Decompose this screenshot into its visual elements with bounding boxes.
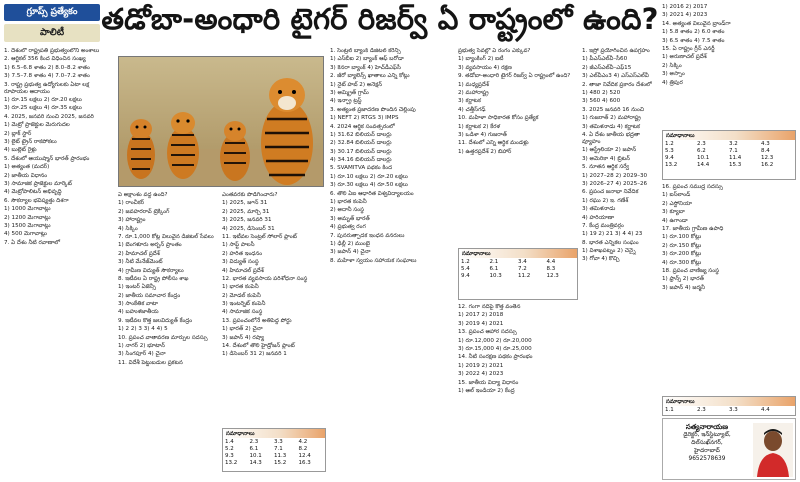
text-line: 3) అమ్మ్రిత్ గ్రామ్	[330, 89, 369, 96]
text-line: 1) 2019 2) 2021	[458, 362, 504, 369]
column-4	[330, 48, 454, 480]
text-line: 2) 2025, మార్చి 31	[222, 208, 270, 215]
text-line: 2) అదానీ సంస్థ	[330, 207, 365, 214]
text-line: 2) మహారాష్ట్ర	[458, 89, 489, 96]
text-line: 3) 7.5–7.8 శాతం 4) 7.0–7.2 శాతం	[4, 73, 90, 80]
answer-cell: 1.1	[665, 407, 674, 413]
text-line: 1) నైట్ హబ్ 2) అనెక్షన్	[330, 81, 383, 88]
text-line: 3) అమృత్ భారత్	[330, 215, 370, 222]
text-line: 1) ఇంటర్ ఏజెన్సీ	[118, 284, 156, 291]
answer-cell: 7.2	[518, 266, 527, 272]
text-line: 14. నీటి సంరక్షణ పథకం ప్రారంభం	[458, 354, 533, 361]
text-line: 6. తొలి ఏఐ ఆధారిత విశ్వవిద్యాలయం	[330, 190, 414, 197]
column-3	[222, 192, 326, 424]
text-line: 7. రూ.1,000 కోట్ల విలువైన డిజిటల్ సేవలు	[118, 233, 214, 240]
text-line: 1) ఆల్ ఇండియా 2) కేంద్ర	[458, 387, 515, 394]
text-line: ఎంతవరకు పొడిగించారు?	[222, 192, 278, 198]
answer-cell: 8.2	[298, 446, 308, 452]
answer-cell: 2.3	[697, 407, 706, 413]
text-line: 4) ఉగాండా	[662, 217, 688, 224]
author-info	[667, 423, 747, 463]
text-line: 1) కర్ణాటక 2) కేరళ	[458, 123, 501, 130]
text-line: 5. నూతన ఆర్థిక సర్వే	[582, 164, 630, 171]
text-line: 3) నీటి మేనేజ్‌మెంట్	[118, 259, 163, 266]
text-line: 11. ఇటీవల సెంట్రల్ సోలార్ ప్లాంట్	[222, 233, 297, 240]
text-line: 15. ఏ రాష్ట్రం గ్రీన్ ఎనర్జీ	[662, 45, 715, 52]
answer-cell: 6.1	[249, 446, 259, 452]
text-line: 3) క్యూబా	[662, 209, 685, 216]
text-line: 4) గ్రామీణ విద్యుత్ సౌకర్యాలు	[118, 267, 184, 274]
text-line: 1) 19 2) 21 3) 4 4) 23	[582, 231, 643, 238]
answer-cell: 6.2	[697, 148, 706, 154]
text-line: 1) ఐస్‌లాండ్	[662, 192, 691, 199]
text-line: 5. దేశంలో ఆయుష్మాన్ భారత్ ప్రారంభం	[4, 155, 90, 162]
answer-cell: 4.2	[298, 439, 308, 445]
text-line: 3) కెనరా బ్యాంక్ 4) హెచ్‌డీఎఫ్‌సీ	[330, 64, 401, 71]
answer-cell: 5.4	[461, 266, 470, 272]
text-line: 8. మహిళా స్వయం సహాయక సంఘాలు	[330, 257, 417, 264]
text-line: 4) త్రిపుర	[662, 79, 683, 86]
text-line: 1) 480 2) 520	[582, 89, 621, 96]
text-line: 1) 2027–28 2) 2029–30	[582, 172, 648, 179]
text-line: 3) ఎల్‌వీఎం3 4) ఎస్‌ఎస్‌ఎల్‌వీ	[582, 73, 649, 80]
author-photo	[753, 423, 793, 477]
author-phone: 9652578639	[688, 456, 726, 462]
text-line: 4) చత్తీస్‌గఢ్	[458, 106, 486, 113]
text-line: 3) ఇంటర్నెట్ కంపెనీ	[222, 301, 266, 308]
text-line: 3) 1500 మెగావాట్లు	[4, 222, 51, 229]
text-line: 1) 2017 2) 2018	[458, 312, 504, 319]
answer-cell: 4.3	[761, 141, 770, 147]
text-line: 3) 2026–27 4) 2025–26	[582, 180, 648, 187]
text-line: 5. SVAMITVA పథకం కింద	[330, 165, 393, 172]
text-line: 4) సిక్కిం	[118, 225, 138, 232]
text-line: 1) డిసెంబర్ 31 2) జనవరి 1	[222, 351, 287, 358]
answer-cell: 3.3	[729, 407, 738, 413]
text-line: 4) 34.16 బిలియన్ డాలర్లు	[330, 157, 392, 164]
text-line: 3) 2019 4) 2021	[458, 320, 504, 327]
text-line: 1) అరుణాచల్ ప్రదేశ్	[662, 54, 707, 61]
answer-cell: 10.3	[489, 273, 502, 279]
text-line: 1. ఇస్రో ప్రయోగించిన ఉపగ్రహం	[582, 48, 650, 54]
text-line: 1) భారత్ 2) చైనా	[222, 326, 263, 333]
answer-cell: 9.4	[461, 273, 470, 279]
text-line: 12. గంగా నదిపై కొత్త వంతెన	[458, 304, 521, 310]
text-line: 16. ప్రపంచ సముద్ర సదస్సు	[662, 184, 723, 190]
text-line: 1) NEFT 2) RTGS 3) IMPS	[330, 115, 399, 122]
answer-cell: 2.1	[489, 259, 499, 265]
text-line: 3) 30.17 బిలియన్ డాలర్లు	[330, 148, 392, 155]
answer-cell: 7.1	[729, 148, 738, 154]
text-line: 2. జీరో బ్యాలెన్స్ ఖాతాలు ఎన్ని కోట్లు	[330, 73, 410, 80]
text-line: 2) 32.84 బిలియన్ డాలర్లు	[330, 140, 392, 147]
author-box	[662, 418, 796, 480]
text-line: 18. ప్రపంచ వాణిజ్య సంస్థ	[662, 267, 720, 274]
text-line: 4. 2025, జనవరి నుంచి 2025, జనవరి	[4, 113, 94, 120]
text-line: 1) 2 2) 3 3) 4 4) 5	[118, 326, 168, 333]
answer-table	[458, 248, 578, 300]
text-line: 10. ప్రపంచ వాతావరణ మార్పుల సదస్సు	[118, 334, 208, 341]
text-line: 1) 31.62 బిలియన్ డాలర్లు	[330, 131, 392, 138]
text-line: 3) వ్యవసాయం 4) రక్షణ	[458, 64, 512, 71]
answer-cell: 4.4	[546, 259, 556, 265]
text-line: 1) గుజరాత్ 2) మహారాష్ట్ర	[582, 115, 641, 122]
text-line: 4) 2025, డిసెంబర్ 31	[222, 225, 275, 232]
text-line: 9. ఇటీవల కొత్త జలవిద్యుత్ కేంద్రం	[118, 317, 193, 324]
text-line: 1) రూ.12,000 2) రూ.20,000	[458, 337, 532, 344]
section-tag: గ్రూప్స్ ప్రత్యేకం	[4, 4, 100, 21]
text-line: 7. పునరుత్పాదక ఇంధన వనరులు	[330, 232, 405, 239]
answer-cell: 8.3	[546, 266, 556, 272]
text-line: 3) రూ.30 లక్షలు 4) రూ.50 లక్షలు	[330, 182, 408, 189]
answer-cell: 1.2	[665, 141, 674, 147]
answer-table	[662, 396, 796, 416]
answer-cell: 13.2	[665, 162, 678, 168]
text-line: 3) తమిళనాడు 4) కర్ణాటక	[582, 123, 640, 130]
answer-cell: 15.2	[274, 460, 287, 466]
text-line: 2) బ్లాక్ స్టార్	[4, 130, 32, 137]
tiger-cub-right	[220, 121, 250, 181]
text-line: 8. భారత ఎన్నికల సంఘం	[582, 239, 639, 246]
text-line: 2) హిమాచల్ ప్రదేశ్	[118, 250, 160, 257]
text-line: 3) కర్ణాటక	[458, 98, 481, 105]
text-line: 3) 2021 4) 2023	[662, 12, 708, 19]
text-line: 4) బహుళజాతీయ	[118, 309, 159, 316]
text-line: 9. తడోబా-అంధారి టైగర్ రిజర్వ్ ఏ రాష్ట్రంలో ఉంది?	[458, 73, 571, 80]
text-line: 3) 6.5 శాతం 4) 7.5 శాతం	[662, 37, 725, 44]
text-line: ఏ అక్షాంశం వద్ద ఉంది?	[118, 192, 168, 198]
answer-table	[662, 130, 796, 180]
answer-cell: 5.3	[665, 148, 674, 154]
text-line: 3) జపాన్ 4) రష్యా	[222, 334, 265, 341]
text-line: 2) జాతీయ సమాచార కేంద్రం	[118, 292, 181, 299]
text-line: 3) హారాష్ట్రం	[118, 217, 146, 224]
text-line: 3) అమెరికా 4) బ్రిటన్	[582, 155, 630, 162]
column-1	[4, 48, 114, 480]
text-line: 2) హరిత ఇంధనం	[222, 250, 263, 257]
text-line: 4) ప్రభుత్వ రంగ	[330, 224, 366, 231]
text-line: 6. ప్రపంచ జనాభా నివేదిక	[582, 189, 639, 196]
text-line: 1) 1000 మెగావాట్లు	[4, 206, 51, 213]
answer-cell: 15.3	[729, 162, 742, 168]
text-line: 1) బ్యాంకింగ్ 2) ఐటీ	[458, 56, 504, 63]
answer-cell: 1.4	[225, 439, 234, 445]
answer-cell: 10.1	[249, 453, 262, 459]
text-line: 3) 2025, జనవరి 31	[222, 217, 272, 224]
column-7-bottom	[662, 184, 796, 394]
answer-cell: 12.3	[546, 273, 559, 279]
text-line: 3) విద్యుత్ సంస్థ	[222, 259, 259, 266]
answer-cell: 9.4	[665, 155, 674, 161]
text-line: 4. 2024 ఆర్థిక సంవత్సరంలో	[330, 123, 395, 130]
answer-cell: 10.1	[697, 155, 710, 161]
answer-cell: 2.3	[249, 439, 259, 445]
text-line: 2) జాతీయ విధానం	[4, 172, 48, 179]
text-line: 3) రూ.15,000 4) రూ.25,000	[458, 345, 532, 352]
text-line: 3) రూ.200 కోట్లు	[662, 251, 702, 258]
answer-cell: 16.2	[761, 162, 774, 168]
text-line: 3. అత్యంత ప్రజాదరణ పొందిన చెల్లింపు	[330, 106, 416, 113]
column-2	[118, 192, 220, 480]
text-line: 1) 5.8 శాతం 2) 6.0 శాతం	[662, 29, 725, 36]
text-line: 3) అస్సాం	[662, 71, 685, 78]
text-line: 4) మెట్రోపాలిటన్ అభివృద్ధి	[4, 189, 62, 196]
answer-table-label: సమాధానాలు	[459, 249, 577, 258]
answer-table-label: సమాధానాలు	[223, 429, 325, 438]
text-line: 1) 2016 2) 2017	[662, 4, 708, 10]
text-line: 1) ఆస్ట్రేలియా 2) జపాన్	[582, 147, 637, 154]
text-line: 3) తమిళనాడు	[582, 206, 616, 213]
answer-cell: 12.4	[298, 453, 311, 459]
text-line: 15. జాతీయ విద్యా విధానం	[458, 379, 519, 386]
text-line: 1) మెట్రో ప్రాజెక్టుల మెరుగుదల	[4, 122, 70, 129]
answer-cell: 11.4	[729, 155, 742, 161]
text-line: 1) 6.5–6.8 శాతం 2) 8.0–8.2 శాతం	[4, 64, 90, 71]
text-line: 3) సాంకేతిక వాటా	[118, 301, 159, 308]
text-line: 4. ఏ దేశం జాతీయ భద్రతా వ్యూహం	[582, 131, 640, 145]
text-line: 2) జవహరరావ్ ట్రెక్కింగ్	[118, 208, 170, 215]
text-line: 4) 500 మెగావాట్లు	[4, 231, 47, 238]
answer-cell: 14.4	[697, 162, 710, 168]
text-line: 3) 560 4) 600	[582, 98, 621, 105]
author-city: హైదరాబాద్	[694, 448, 720, 454]
text-line: 7. ఏ దేశం నీటి రవాణాలో	[4, 239, 60, 246]
text-line: 1) రఘు 2) ఇ. గణేశ్	[582, 197, 629, 204]
text-line: 1) నాగర్ 2) భూటాన్	[118, 343, 165, 350]
text-line: 1. దేశంలో రాష్ట్రపతి ప్రభుత్వంలోని అంశాలు	[4, 48, 100, 54]
answer-cell: 13.2	[225, 460, 238, 466]
text-line: 1) రాంచీకర్	[118, 200, 145, 207]
text-line: 2) సిక్కిం	[662, 62, 682, 69]
answer-cell: 3.4	[518, 259, 527, 265]
answer-cell: 3.3	[274, 439, 283, 445]
answer-table	[222, 428, 326, 472]
text-line: 3) జపాన్ 4) చైనా	[330, 249, 371, 256]
tiger-photo	[118, 56, 324, 187]
text-line: 7. కేంద్ర మంత్రివర్గం	[582, 222, 624, 229]
text-line: 2) ఎస్టోనియా	[662, 200, 692, 207]
text-line: 4) ఇన్ఫ్రా ట్రస్ట్	[330, 98, 362, 105]
text-line: 4) రూ.300 కోట్లు	[662, 259, 702, 266]
text-line: 17. జాతీయ గ్రామీణ ఉపాధి	[662, 225, 724, 232]
text-line: 1. సెంట్రల్ బ్యాంక్ డిజిటల్ కరెన్సీ	[330, 48, 401, 54]
tiger-cub-middle	[167, 112, 199, 179]
text-line: 2) రూ.150 కోట్లు	[662, 242, 702, 249]
tiger-cub-left	[127, 119, 155, 179]
text-line: 1) రూ.15 లక్షలు 2) రూ.20 లక్షలు	[4, 97, 82, 104]
text-line: 1) రూ.10 లక్షలు 2) రూ.20 లక్షలు	[330, 173, 408, 180]
answer-cell: 8.4	[761, 148, 770, 154]
text-line: 2. తాజా నివేదిక ప్రకారం దేశంలో	[582, 81, 652, 88]
text-line: 3. రాష్ట్ర ప్రభుత్వ ఉద్యోగులకు ఏటా లక్ష రూపాయల ఆదాయం	[4, 81, 90, 95]
text-line: 1) మధ్యప్రదేశ్	[458, 81, 489, 88]
answer-cell: 4.4	[761, 407, 770, 413]
text-line: 10. మహిళా సాధికారత కోసం ప్రత్యేక	[458, 115, 539, 122]
text-line: 3) లైట్ ట్రైన్ రాకపోకలు	[4, 139, 57, 145]
text-line: 12. భారత వ్యవసాయ పరిశోధనా సంస్థ	[222, 275, 308, 282]
text-line: 3) సింగపూర్ 4) చైనా	[118, 351, 166, 358]
author-name: సత్యనారాయణ	[685, 423, 729, 431]
text-line: 1) ఫ్రాన్స్ 2) భారత్	[662, 276, 704, 283]
text-line: 2) జీఎస్‌ఎల్‌వీ–ఎఫ్15	[582, 64, 632, 71]
text-line: 6. సౌకర్యాల భవిష్యత్తు దిశగా	[4, 197, 69, 204]
text-line: 1) రూ.100 కోట్లు	[662, 234, 702, 241]
text-line: 1) పీఎస్‌ఎల్‌వీ–సీ60	[582, 56, 628, 63]
text-line: 1) బెంగళూరు అర్బన్ ప్రాంతం	[118, 242, 182, 249]
text-line: 13. ప్రపంచ ఆహార సదస్సు	[458, 329, 517, 336]
text-line: ప్రభుత్వ సేవల్లో ఏ రంగం ఎక్కువ?	[458, 48, 531, 54]
answer-cell: 14.3	[249, 460, 262, 466]
page-headline: తడోబా-అంధారి టైగర్ రిజర్వ్ ఏ రాష్ట్రంలో ఉంది?	[101, 2, 659, 36]
answer-cell: 12.3	[761, 155, 774, 161]
text-line: 1) విశాఖపట్నం 2) చెన్నై	[582, 248, 636, 255]
answer-table-label: సమాధానాలు	[663, 131, 795, 140]
text-line: 8. ఇటీవల ఏ రాష్ట్ర పోలీసు శాఖ	[118, 275, 189, 282]
header-tags	[4, 4, 100, 46]
text-line: 4) బుల్లెట్ రైళ్లు	[4, 147, 37, 154]
answer-cell: 1.2	[461, 259, 470, 265]
text-line: 1) ఎస్‌బీఐ 2) బ్యాంక్ ఆఫ్ బరోడా	[330, 56, 404, 63]
answer-cell: 11.3	[274, 453, 287, 459]
text-line: 3) ఒడిశా 4) గుజరాత్	[458, 131, 507, 138]
text-line: 14. అత్యంత విలువైన బ్రాండ్‌గా	[662, 20, 731, 27]
text-line: 2) మోడల్ కంపెనీ	[222, 292, 261, 299]
text-line: 1) భారత కంపెనీ	[222, 284, 259, 291]
text-line: 13. ప్రపంచంలోనే అతిపెద్ద పోర్టు	[222, 317, 292, 324]
text-line: 3) జపాన్ 4) జర్మనీ	[662, 284, 705, 291]
text-line: 2) 1200 మెగావాట్లు	[4, 214, 51, 221]
text-line: 3) రూ.25 లక్షలు 4) రూ.35 లక్షలు	[4, 105, 82, 112]
author-role: డైరెక్టర్, ఇన్‌స్టిట్యూట్, దిల్‌సుఖ్‌నగర్,	[683, 432, 731, 446]
text-line: 4) హరియాణా	[582, 214, 615, 221]
text-line: 3) గోవా 4) కొచ్చి	[582, 256, 620, 263]
text-line: 3. 2025 జనవరి 16 నుంచి	[582, 106, 645, 113]
answer-cell: 2.3	[697, 141, 706, 147]
answer-cell: 9.3	[225, 453, 234, 459]
text-line: 1) 2025, జూన్ 31	[222, 200, 268, 207]
answer-cell: 3.2	[729, 141, 738, 147]
column-6	[582, 48, 658, 480]
text-line: 4) హిమాచల్ ప్రదేశ్	[222, 267, 264, 274]
text-line: 1) భారత కంపెనీ	[330, 199, 367, 206]
text-line: 3) 2022 4) 2023	[458, 371, 504, 378]
column-5-bottom	[458, 304, 578, 480]
tiger-illustration	[119, 57, 324, 187]
text-line: 2. ఆర్టికల్ 356 కింద విధించిన సంఖ్య	[4, 56, 86, 63]
text-line: 4) సామాజిక సంస్థ	[222, 309, 263, 316]
column-5-top	[458, 48, 578, 244]
text-line: 1) సాఫ్ట్ పాలసీ	[222, 242, 255, 249]
column-7-top	[662, 4, 796, 128]
text-line: 1) అత్యంత (మదర్)	[4, 164, 50, 171]
text-line: 11. దేశంలో ఎన్ని ఆర్థిక మండళ్లు	[458, 140, 529, 147]
text-line: 1) ఉత్తరప్రదేశ్ 2) బిహార్	[458, 148, 512, 155]
answer-cell: 7.1	[274, 446, 283, 452]
text-line: 3) సామాజిక ప్రాజెక్టుల మార్కెట్	[4, 180, 72, 187]
text-line: 14. దేశంలో తొలి హైడ్రోజన్ ప్లాంట్	[222, 343, 295, 350]
text-line: 11. విదేశీ పెట్టుబడుల ప్రకటన	[118, 359, 183, 366]
answer-cell: 11.2	[518, 273, 531, 279]
answer-cell: 5.2	[225, 446, 234, 452]
answer-cell: 16.3	[298, 460, 311, 466]
subject-tag: పాలిటీ	[4, 24, 100, 42]
answer-cell: 6.1	[489, 266, 499, 272]
answer-table-label: సమాధానాలు	[663, 397, 795, 406]
text-line: 1) ఢిల్లీ 2) ముంబై	[330, 240, 370, 247]
